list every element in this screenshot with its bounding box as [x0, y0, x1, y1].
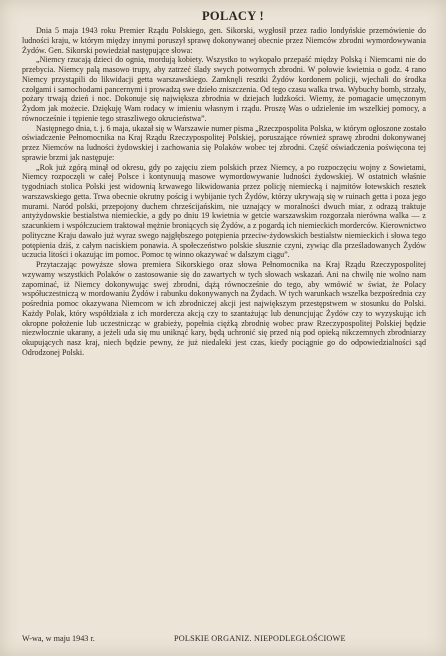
footer-date: W-wa, w maju 1943 r.: [22, 634, 95, 643]
paragraph-intro: Dnia 5 maja 1943 roku Premier Rządu Polskiego, gen. Sikorski, wygłosił przez radio londyńskie przemówienie do ludności kraju, w którym między innymi poruszył sprawę dokonywanej obecnie przez Niemców zbrodni wymordowywania Żydów. Gen. Sikorski powiedział następujące słowa:: [22, 26, 426, 55]
paragraph-sikorski-quote: „Niemcy rzucają dzieci do ognia, mordują kobiety. Wszystko to wykopało przepaść między Polską i Niemcami nie do przebycia. Niemcy palą masowo trupy, aby zatrzeć ślady swych potwornych zbrodni. W połowie kwietnia o godz. 4 rano Niemcy przystąpili do likwidacji getta warszawskiego. Zamknęli resztki Żydów kordonem policji, wjechali do środka czołgami i samochodami pancernymi i prowadzą swe dzieło zniszczenia. Od tego czasu walka trwa. Wybuchy bomb, strzały, pożary trwają dzień i noc. Dokonuje się największa zbrodnia w dziejach ludzkości. Wiemy, że pomagacie umęczonym Żydom jak możecie. Dziękuję Wam rodacy w imieniu własnym i rządu. Proszę Was o udzielenie im wszelkiej pomocy, a równocześnie i tępienie tego straszliwego okrucieństwa”.: [22, 55, 426, 123]
paragraph-appeal: Przytaczając powyższe słowa premiera Sikorskiego oraz słowa Pełnomocnika na Kraj Rządu Rzeczypospolitej wzywamy wszystkich Polaków o zastosowanie się do zawartych w tych słowach wskazań. Ani na chwilę nie wolno nam zapominać, iż Niemcy dokonywując swej zbrodni, dążą równocześnie do tego, aby wmówić w świat, że Polacy współuczestniczą w mordowaniu Żydów i rabunku dokonywanych na Żydach. W tych warunkach wszelka bezpośrednia czy pośrednia pomoc okazywana Niemcom w ich zbrodniczej akcji jest największym przestępstwem w stosunku do Polski. Każdy Polak, który współdziała z ich mordercza akcją czy to szantażując lub denuncjując Żydów czy to wyzyskując ich okropne położenie lub uczestnicząc w grabieży, popełnia ciężką zbrodnię wobec praw Rzeczypospolitej Polskiej będzie niezwłocznie ukarany, a jeżeli uda się mu uniknąć kary, będą uchronić się przed nią pod opieką nikczemnych zbrodniarzy okupujących nasz kraj, niech będzie pewny, że już niedaleki jest czas, kiedy pociągnie go do odpowiedzialności sąd Odrodzonej Polski.: [22, 260, 426, 357]
leaflet-heading: POLACY !: [201, 9, 264, 23]
paragraph-plenipotentiary-quote: „Rok już zgórą minął od okresu, gdy po zajęciu ziem polskich przez Niemcy, a po rozpoczęciu wojny z Sowietami, Niemcy rozpoczęli w całej Polsce i kontynuują masowe wymordowywanie ludności żydowskiej. W ostatnich właśnie tygodniach stolica Polski jest widownią krwawego likwidowania przez policję niemiecką i najmitów łotewskich resztek warszawskiego getta. Trwa obecnie okrutny pościg i wybijanie tych Żydów, którzy ukrywają się w ruinach getta i poza jego murami. Naród polski, przepojony duchem chrześcijańskim, nie uznający w moralności dwuch miar, z odrazą traktuje antyżydowskie bestialstwa niemieckie, a gdy po dniu 19 kwietnia w getcie warszawskim rozgorzała nierówna walka — z szacunkiem i współczuciem traktował mężnie broniących się Żydów, a z pogardą ich niemieckich morderców. Kierownictwo polityczne Kraju dawało już wyraz swego najgłębszego potępienia przeciw-żydowskich bestialstw niemieckich i słowa tego potępienia dziś, z całym naciskiem ponawia. A społeczeństwo polskie słusznie czyni, zywiąc dla prześladowanych Żydów uczucia litości i okazując im pomoc. Pomoc tę winno okazywać w dalszym ciągu”.: [22, 162, 426, 260]
leaflet-footer: [22, 634, 426, 644]
leaflet-body: [22, 26, 426, 358]
footer-signature: POLSKIE ORGANIZ. NIEPODLEGŁOŚCIOWE: [174, 634, 346, 643]
paragraph-plenipotentiary-intro: Następnego dnia, t. j. 6 maja, ukazał się w Warszawie numer pisma „Rzeczpospolita Polska, w którym ogłoszone zostało oświadczenie Pełnomocnika na Kraj Rządu Rzeczypospolitej Polskiej, poruszające również sprawę zbrodni dokonywanej przez Niemców na ludności żydowskiej i zachowania się Polaków wobec tej zbrodni. Część oświadczenia poświęcona tej sprawie brzmi jak następuje:: [22, 123, 426, 162]
